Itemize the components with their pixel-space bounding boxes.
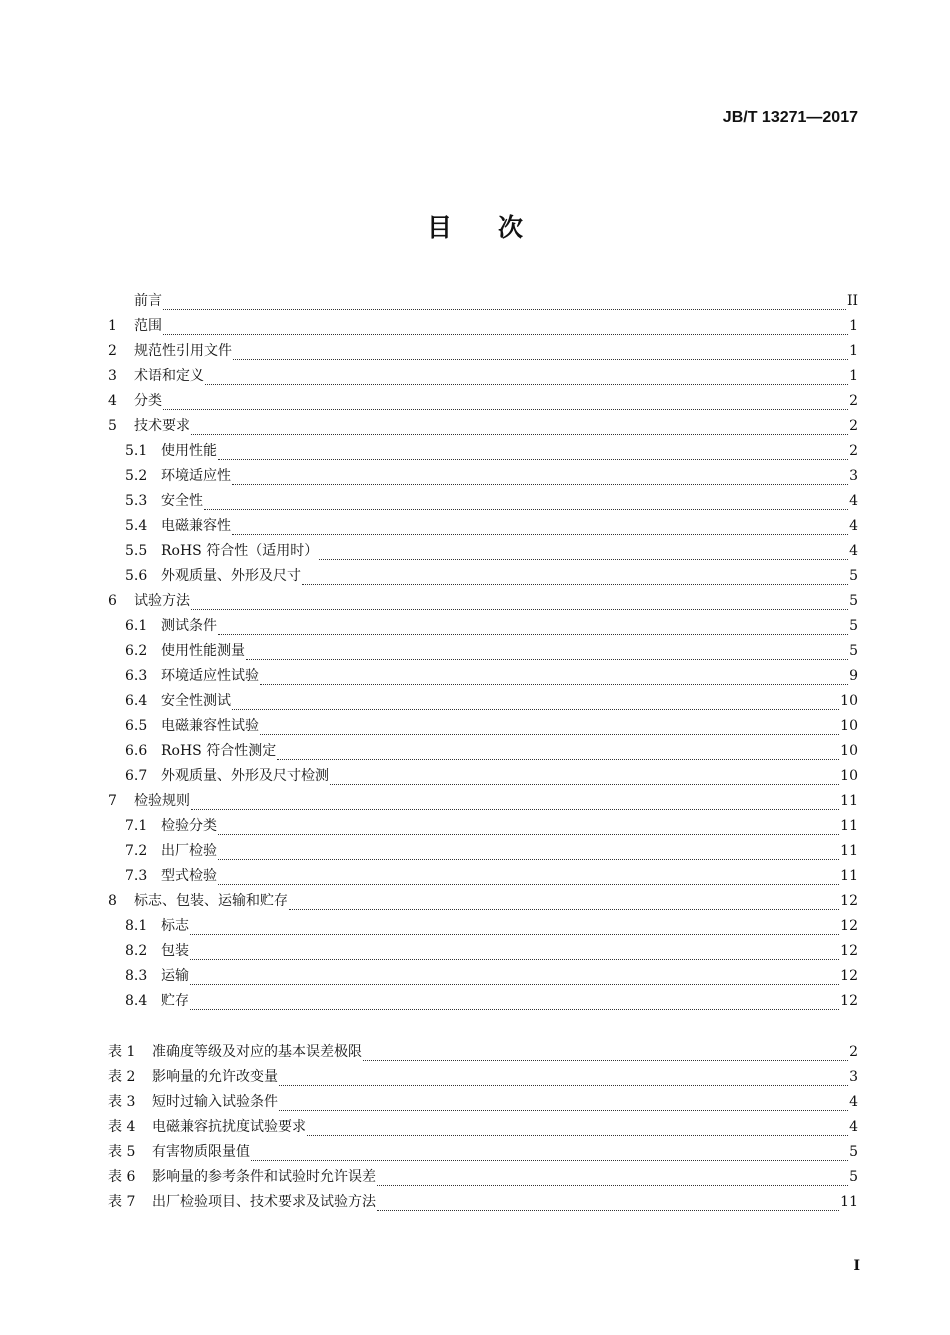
entry-title: 准确度等级及对应的基本误差极限 <box>152 1044 362 1060</box>
entry-page-number: 5 <box>849 1169 858 1185</box>
entry-number: 6.4 <box>125 693 148 709</box>
entry-page-number: 5 <box>849 643 858 659</box>
entry-page-number: 2 <box>849 393 858 409</box>
toc-entry[interactable] <box>108 439 858 464</box>
entry-number: 5.5 <box>125 543 148 559</box>
entry-title: RoHS 符合性（适用时） <box>161 543 319 559</box>
entry-page-number: 5 <box>849 618 858 634</box>
page-number: I <box>853 1258 860 1274</box>
toc-entry[interactable] <box>108 589 858 614</box>
entry-number: 1 <box>108 318 117 334</box>
entry-number: 5.3 <box>125 493 148 509</box>
entry-title: 标志 <box>161 918 189 934</box>
toc-entry[interactable] <box>108 889 858 914</box>
entry-page-number: 4 <box>849 1094 858 1110</box>
entry-title: 前言 <box>134 293 162 309</box>
toc-entry[interactable] <box>108 539 858 564</box>
table-of-contents <box>108 289 858 1014</box>
entry-title: 技术要求 <box>134 418 190 434</box>
dot-leader <box>279 1084 848 1086</box>
dot-leader <box>191 608 848 610</box>
entry-number: 5.2 <box>125 468 148 484</box>
toc-entry[interactable] <box>108 714 858 739</box>
entry-page-number: 10 <box>840 718 858 734</box>
dot-leader <box>319 558 848 560</box>
toc-entry[interactable] <box>108 689 858 714</box>
toc-entry[interactable] <box>108 464 858 489</box>
entry-title: 安全性 <box>161 493 203 509</box>
entry-number: 8.2 <box>125 943 148 959</box>
entry-title: 型式检验 <box>161 868 217 884</box>
dot-leader <box>377 1184 848 1186</box>
dot-leader <box>218 858 839 860</box>
page-title: 目次 <box>426 213 569 242</box>
toc-entry[interactable] <box>108 814 858 839</box>
entry-page-number: 2 <box>849 443 858 459</box>
entry-title: 范围 <box>134 318 162 334</box>
dot-leader <box>277 758 839 760</box>
toc-entry[interactable] <box>108 1115 858 1140</box>
entry-number: 4 <box>108 393 117 409</box>
toc-entry[interactable] <box>108 364 858 389</box>
toc-entry[interactable] <box>108 389 858 414</box>
entry-page-number: 2 <box>849 1044 858 1060</box>
dot-leader <box>233 358 848 360</box>
dot-leader <box>163 408 848 410</box>
entry-title: 环境适应性 <box>161 468 231 484</box>
toc-entry[interactable] <box>108 564 858 589</box>
dot-leader <box>330 783 839 785</box>
entry-number: 6.7 <box>125 768 148 784</box>
entry-title: 短时过输入试验条件 <box>152 1094 278 1110</box>
entry-title: 有害物质限量值 <box>152 1144 250 1160</box>
toc-entry[interactable] <box>108 314 858 339</box>
entry-title: 贮存 <box>161 993 189 1009</box>
toc-entry[interactable] <box>108 864 858 889</box>
entry-title: 标志、包装、运输和贮存 <box>134 893 288 909</box>
entry-number: 8.3 <box>125 968 148 984</box>
dot-leader <box>251 1159 848 1161</box>
entry-number: 表 2 <box>108 1069 136 1085</box>
entry-number: 3 <box>108 368 117 384</box>
entry-title: 影响量的参考条件和试验时允许误差 <box>152 1169 376 1185</box>
toc-entry[interactable] <box>108 339 858 364</box>
dot-leader <box>190 958 839 960</box>
toc-entry[interactable] <box>108 1165 858 1190</box>
entry-title: 环境适应性试验 <box>161 668 259 684</box>
dot-leader <box>163 308 846 310</box>
dot-leader <box>163 333 848 335</box>
entry-page-number: 12 <box>840 893 858 909</box>
dot-leader <box>218 883 839 885</box>
entry-number: 表 5 <box>108 1144 136 1160</box>
entry-number: 8 <box>108 893 117 909</box>
entry-page-number: 9 <box>849 668 858 684</box>
entry-title: RoHS 符合性测定 <box>161 743 277 759</box>
entry-page-number: 12 <box>840 993 858 1009</box>
entry-number: 6.5 <box>125 718 148 734</box>
dot-leader <box>232 708 839 710</box>
toc-entry[interactable] <box>108 614 858 639</box>
dot-leader <box>260 683 848 685</box>
entry-number: 6 <box>108 593 117 609</box>
entry-page-number: 12 <box>840 968 858 984</box>
entry-title: 分类 <box>134 393 162 409</box>
entry-page-number: 5 <box>849 568 858 584</box>
entry-number: 表 3 <box>108 1094 136 1110</box>
entry-title: 运输 <box>161 968 189 984</box>
entry-page-number: 10 <box>840 693 858 709</box>
entry-title: 包装 <box>161 943 189 959</box>
entry-number: 8.4 <box>125 993 148 1009</box>
dot-leader <box>307 1134 848 1136</box>
toc-entry[interactable] <box>108 989 858 1014</box>
entry-page-number: 1 <box>849 368 858 384</box>
dot-leader <box>289 908 839 910</box>
entry-number: 5.6 <box>125 568 148 584</box>
list-of-tables <box>108 1040 858 1215</box>
toc-entry[interactable] <box>108 414 858 439</box>
entry-page-number: 1 <box>849 343 858 359</box>
toc-entry[interactable] <box>108 1090 858 1115</box>
entry-title: 电磁兼容性试验 <box>161 718 259 734</box>
entry-title: 规范性引用文件 <box>134 343 232 359</box>
toc-entry[interactable] <box>108 489 858 514</box>
toc-entry[interactable] <box>108 1065 858 1090</box>
entry-number: 5.4 <box>125 518 148 534</box>
entry-page-number: 4 <box>849 518 858 534</box>
entry-title: 外观质量、外形及尺寸 <box>161 568 301 584</box>
toc-entry[interactable] <box>108 289 858 314</box>
entry-page-number: 4 <box>849 493 858 509</box>
entry-title: 检验分类 <box>161 818 217 834</box>
toc-entry[interactable] <box>108 1040 858 1065</box>
entry-title: 电磁兼容性 <box>161 518 231 534</box>
dot-leader <box>204 508 848 510</box>
dot-leader <box>190 983 839 985</box>
entry-title: 出厂检验 <box>161 843 217 859</box>
entry-page-number: 10 <box>840 768 858 784</box>
entry-page-number: 4 <box>849 543 858 559</box>
entry-number: 2 <box>108 343 117 359</box>
entry-title: 术语和定义 <box>134 368 204 384</box>
entry-number: 表 6 <box>108 1169 136 1185</box>
dot-leader <box>190 933 839 935</box>
entry-page-number: II <box>846 293 858 309</box>
entry-page-number: 5 <box>849 1144 858 1160</box>
entry-page-number: 11 <box>840 1194 858 1210</box>
entry-page-number: 12 <box>840 918 858 934</box>
toc-entry[interactable] <box>108 1140 858 1165</box>
toc-entry[interactable] <box>108 839 858 864</box>
entry-number: 5 <box>108 418 117 434</box>
entry-title: 测试条件 <box>161 618 217 634</box>
standard-code: JB/T 13271—2017 <box>722 109 858 126</box>
entry-title: 出厂检验项目、技术要求及试验方法 <box>152 1194 376 1210</box>
dot-leader <box>363 1059 848 1061</box>
toc-entry[interactable] <box>108 939 858 964</box>
entry-number: 6.2 <box>125 643 148 659</box>
entry-title: 使用性能测量 <box>161 643 245 659</box>
entry-number: 6.6 <box>125 743 148 759</box>
toc-entry[interactable] <box>108 739 858 764</box>
entry-title: 使用性能 <box>161 443 217 459</box>
dot-leader <box>232 533 848 535</box>
entry-page-number: 3 <box>849 1069 858 1085</box>
entry-number: 6.1 <box>125 618 148 634</box>
entry-number: 8.1 <box>125 918 148 934</box>
dot-leader <box>302 583 848 585</box>
entry-number: 5.1 <box>125 443 148 459</box>
entry-page-number: 12 <box>840 943 858 959</box>
entry-number: 6.3 <box>125 668 148 684</box>
entry-page-number: 5 <box>849 593 858 609</box>
toc-entry[interactable] <box>108 664 858 689</box>
entry-page-number: 11 <box>840 868 858 884</box>
entry-number: 7.3 <box>125 868 148 884</box>
entry-title: 检验规则 <box>134 793 190 809</box>
toc-entry[interactable] <box>108 1190 858 1215</box>
entry-title: 试验方法 <box>134 593 190 609</box>
dot-leader <box>246 658 848 660</box>
dot-leader <box>218 458 848 460</box>
entry-title: 外观质量、外形及尺寸检测 <box>161 768 329 784</box>
entry-page-number: 3 <box>849 468 858 484</box>
dot-leader <box>218 833 839 835</box>
dot-leader <box>279 1109 848 1111</box>
entry-title: 安全性测试 <box>161 693 231 709</box>
toc-entry[interactable] <box>108 639 858 664</box>
dot-leader <box>218 633 848 635</box>
entry-page-number: 4 <box>849 1119 858 1135</box>
entry-number: 7 <box>108 793 117 809</box>
toc-entry[interactable] <box>108 914 858 939</box>
toc-entry[interactable] <box>108 514 858 539</box>
entry-title: 电磁兼容抗扰度试验要求 <box>152 1119 306 1135</box>
entry-page-number: 1 <box>849 318 858 334</box>
entry-title: 影响量的允许改变量 <box>152 1069 278 1085</box>
dot-leader <box>377 1209 839 1211</box>
entry-number: 7.2 <box>125 843 148 859</box>
entry-number: 表 1 <box>108 1044 136 1060</box>
dot-leader <box>190 1008 839 1010</box>
entry-page-number: 11 <box>840 793 858 809</box>
entry-number: 7.1 <box>125 818 148 834</box>
dot-leader <box>232 483 848 485</box>
entry-page-number: 11 <box>840 818 858 834</box>
dot-leader <box>191 433 848 435</box>
dot-leader <box>191 808 839 810</box>
dot-leader <box>205 383 848 385</box>
dot-leader <box>260 733 839 735</box>
entry-page-number: 11 <box>840 843 858 859</box>
toc-entry[interactable] <box>108 964 858 989</box>
entry-number: 表 4 <box>108 1119 136 1135</box>
entry-page-number: 10 <box>840 743 858 759</box>
entry-number: 表 7 <box>108 1194 136 1210</box>
toc-entry[interactable] <box>108 789 858 814</box>
entry-page-number: 2 <box>849 418 858 434</box>
toc-entry[interactable] <box>108 764 858 789</box>
